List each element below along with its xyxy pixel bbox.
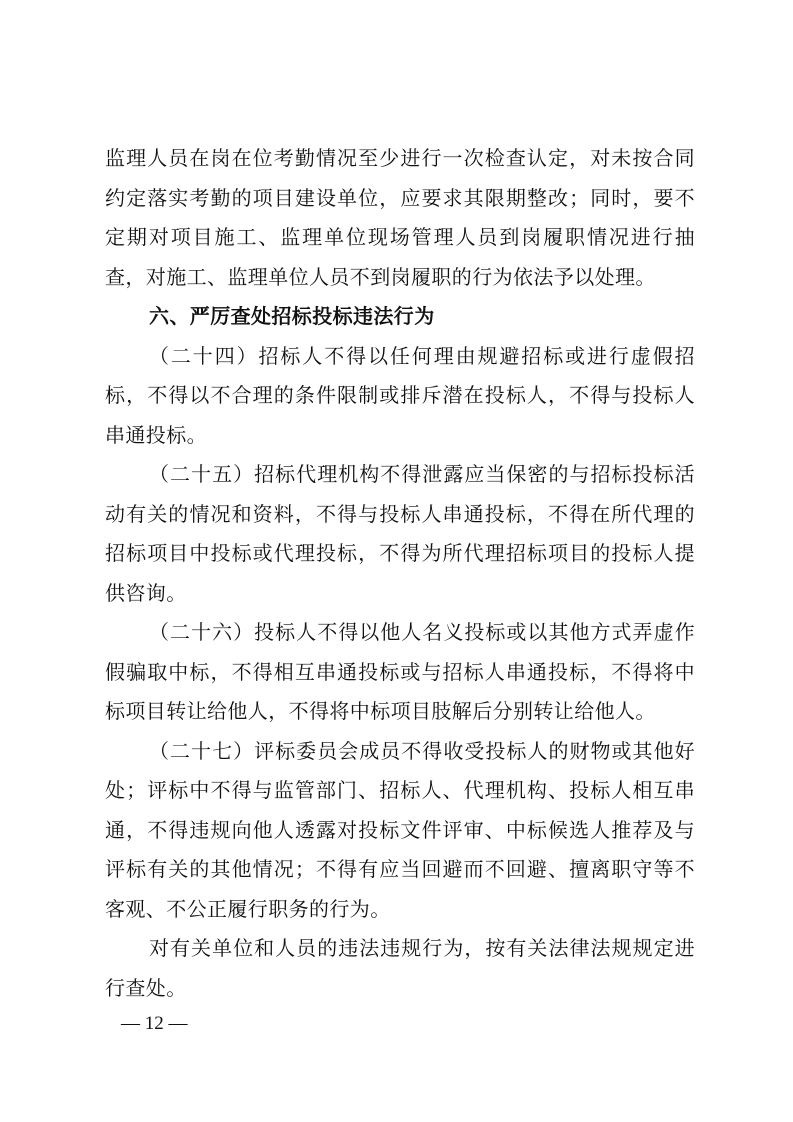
document-body bbox=[105, 139, 695, 1008]
paragraph-enforcement: 对有关单位和人员的违法违规行为，按有关法律法规规定进行查处。 bbox=[105, 936, 695, 1000]
paragraph-clause-24: （二十四）招标人不得以任何理由规避招标或进行虚假招标，不得以不合理的条件限制或排斥潜在投标人，不得与投标人串通投标。 bbox=[105, 343, 695, 447]
paragraph-continuation: 监理人员在岗在位考勤情况至少进行一次检查认定，对未按合同约定落实考勤的项目建设单位，应要求其限期整改；同时，要不定期对项目施工、监理单位现场管理人员到岗履职情况进行抽查，对施工、监理单位人员不到岗履职的行为依法予以处理。 bbox=[105, 146, 695, 289]
page-number: — 12 — bbox=[121, 1013, 188, 1034]
paragraph-clause-25: （二十五）招标代理机构不得泄露应当保密的与招标投标活动有关的情况和资料，不得与投标人串通投标，不得在所代理的招标项目中投标或代理投标，不得为所代理招标项目的投标人提供咨询。 bbox=[105, 462, 695, 605]
section-heading: 六、严厉查处招标投标违法行为 bbox=[149, 304, 435, 328]
paragraph-clause-27: （二十七）评标委员会成员不得收受投标人的财物或其他好处；评标中不得与监管部门、招标人、代理机构、投标人相互串通，不得违规向他人透露对投标文件评审、中标候选人推荐及与评标有关的其他情况；不得有应当回避而不回避、擅离职守等不客观、不公正履行职务的行为。 bbox=[105, 738, 695, 921]
paragraph-clause-26: （二十六）投标人不得以他人名义投标或以其他方式弄虚作假骗取中标，不得相互串通投标或与招标人串通投标，不得将中标项目转让给他人，不得将中标项目肢解后分别转让给他人。 bbox=[105, 620, 695, 723]
